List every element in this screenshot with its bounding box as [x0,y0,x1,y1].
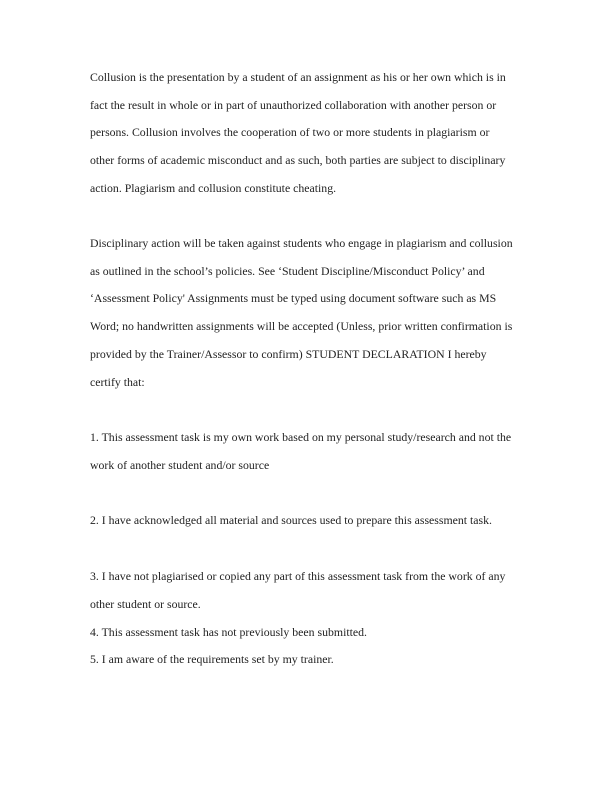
declaration-item-4: 4. This assessment task has not previously been submitted. [90,625,367,639]
disciplinary-paragraph [90,230,530,396]
declaration-item-5: 5. I am aware of the requirements set by my trainer. [90,652,334,666]
paragraph-line: Disciplinary action will be taken against students who engage in plagiarism and collusion [90,236,513,250]
declaration-line: other student or source. [90,596,201,611]
paragraph-line: fact the result in whole or in part of unauthorized collaboration with another person or [90,97,497,112]
declaration-item-1 [90,424,530,479]
collusion-paragraph [90,64,530,203]
paragraph-line: action. Plagiarism and collusion constitute cheating. [90,180,337,195]
declaration-line: 1. This assessment task is my own work based on my personal study/research and not the [90,430,512,444]
paragraph-line: as outlined in the school’s policies. See ‘Student Discipline/Misconduct Policy’ and [90,263,485,278]
paragraph-line: ‘Assessment Policy' Assignments must be typed using document software such as MS [90,291,497,306]
declaration-line: 2. I have acknowledged all material and sources used to prepare this assessment task. [90,513,492,527]
paragraph-line: certify that: [90,374,145,389]
paragraph-line: provided by the Trainer/Assessor to confirm) STUDENT DECLARATION I hereby [90,346,487,361]
paragraph-line: other forms of academic misconduct and as such, both parties are subject to disciplinary [90,153,506,168]
declaration-line: 3. I have not plagiarised or copied any part of this assessment task from the work of any [90,569,506,583]
paragraph-line: Word; no handwritten assignments will be accepted (Unless, prior written confirmation is [90,319,513,334]
paragraph-line: Collusion is the presentation by a student of an assignment as his or her own which is in [90,70,506,84]
declaration-line: work of another student and/or source [90,457,270,472]
declaration-item-2 [90,507,530,535]
paragraph-line: persons. Collusion involves the cooperation of two or more students in plagiarism or [90,125,490,140]
declaration-item-3 [90,563,530,618]
